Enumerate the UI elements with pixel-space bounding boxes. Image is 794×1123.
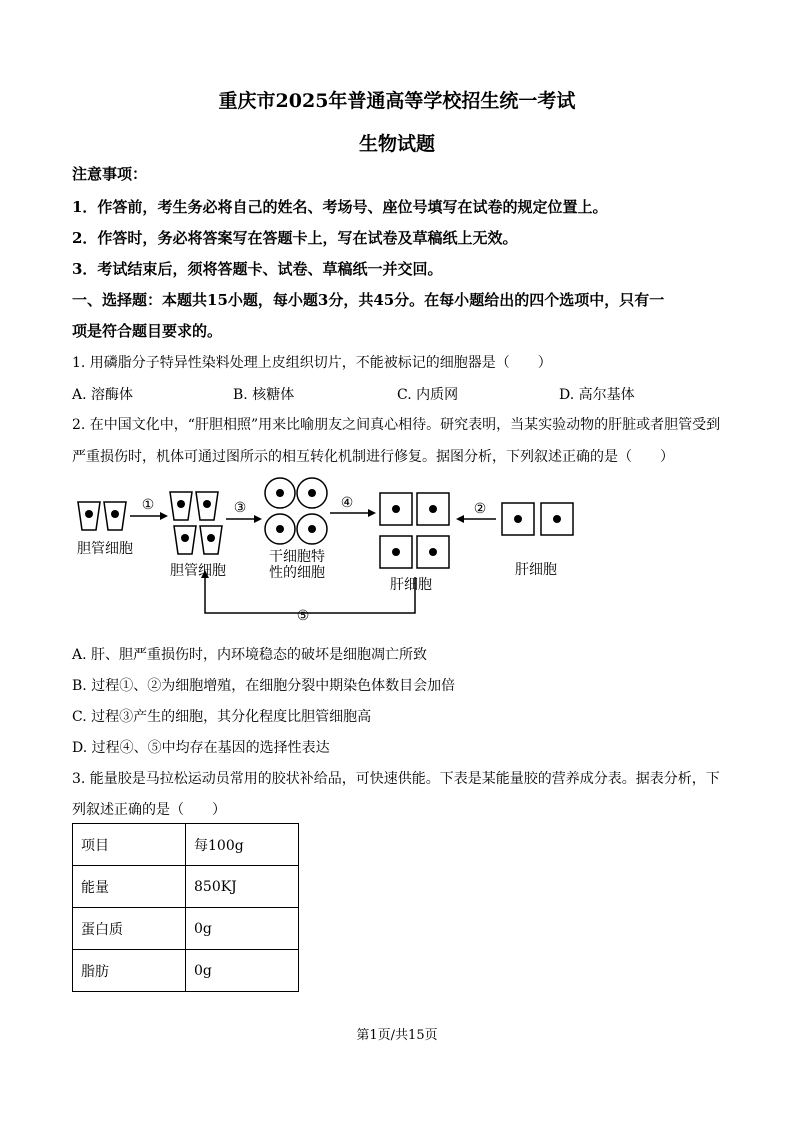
notice-heading: 注意事项： [72, 165, 148, 183]
step-1-label: ① [141, 497, 155, 513]
table-row [73, 950, 299, 992]
table-cell: 蛋白质 [73, 908, 186, 950]
table-cell: 脂肪 [73, 950, 186, 992]
q1-option-b: B. 核糖体 [233, 387, 295, 403]
q3-stem-line1: 3. 能量胶是马拉松运动员常用的胶状补给品，可快速供能。下表是某能量胶的营养成分表。据表分析，下 [72, 771, 720, 787]
step-2-label: ② [473, 501, 487, 517]
q2-stem-line2: 严重损伤时，机体可通过图所示的相互转化机制进行修复。据图分析，下列叙述正确的是（ ） [72, 449, 674, 465]
q2-option-d: D. 过程④、⑤中均存在基因的选择性表达 [72, 740, 330, 756]
bile-duct-label-left: 胆管细胞 [77, 541, 133, 557]
q2-option-a: A. 肝、胆严重损伤时，内环境稳态的破坏是细胞凋亡所致 [72, 647, 428, 663]
step-3-label: ③ [233, 500, 247, 516]
q3-stem-line2: 列叙述正确的是（ ） [72, 802, 226, 818]
table-row [73, 866, 299, 908]
exam-title: 重庆市2025年普通高等学校招生统一考试 [218, 90, 576, 112]
table-cell: 0g [186, 950, 299, 992]
q1-stem: 1. 用磷脂分子特异性染料处理上皮组织切片，不能被标记的细胞器是（ ） [72, 355, 552, 371]
notice-2: 2．作答时，务必将答案写在答题卡上，写在试卷及草稿纸上无效。 [72, 229, 518, 247]
page-footer: 第1页/共15页 [356, 1028, 438, 1043]
bile-duct-label-mid: 胆管细胞 [170, 563, 226, 579]
step-4-label: ④ [340, 495, 354, 511]
table-cell: 850KJ [186, 866, 299, 908]
stem-like-label-1: 干细胞特 [269, 549, 325, 565]
q1-option-d: D. 高尔基体 [559, 387, 635, 403]
liver-label-right: 肝细胞 [515, 562, 557, 578]
step-5-label: ⑤ [296, 608, 310, 624]
section1-line2: 项是符合题目要求的。 [72, 322, 223, 340]
stem-like-label-2: 性的细胞 [269, 565, 325, 581]
liver-label-mid: 肝细胞 [390, 577, 432, 593]
table-cell: 项目 [73, 824, 186, 866]
table-row [73, 908, 299, 950]
table-cell: 能量 [73, 866, 186, 908]
table-row [73, 824, 299, 866]
nutrition-table [72, 823, 299, 992]
exam-subtitle: 生物试题 [358, 133, 435, 155]
q2-option-c: C. 过程③产生的细胞，其分化程度比胆管细胞高 [72, 709, 372, 725]
section1-line1: 一、选择题：本题共15小题，每小题3分，共45分。在每小题给出的四个选项中，只有一 [72, 291, 665, 309]
q1-option-a: A. 溶酶体 [72, 387, 134, 403]
cell-conversion-diagram [60, 472, 600, 632]
notice-3: 3．考试结束后，须将答题卡、试卷、草稿纸一并交回。 [72, 260, 443, 278]
table-cell: 0g [186, 908, 299, 950]
q2-stem-line1: 2. 在中国文化中，“肝胆相照”用来比喻朋友之间真心相待。研究表明，当某实验动物的肝脏或者胆管受到 [72, 417, 721, 433]
notice-1: 1．作答前，考生务必将自己的姓名、考场号、座位号填写在试卷的规定位置上。 [72, 198, 608, 216]
q1-option-c: C. 内质网 [397, 387, 459, 403]
table-cell: 每100g [186, 824, 299, 866]
q2-option-b: B. 过程①、②为细胞增殖，在细胞分裂中期染色体数目会加倍 [72, 678, 456, 694]
